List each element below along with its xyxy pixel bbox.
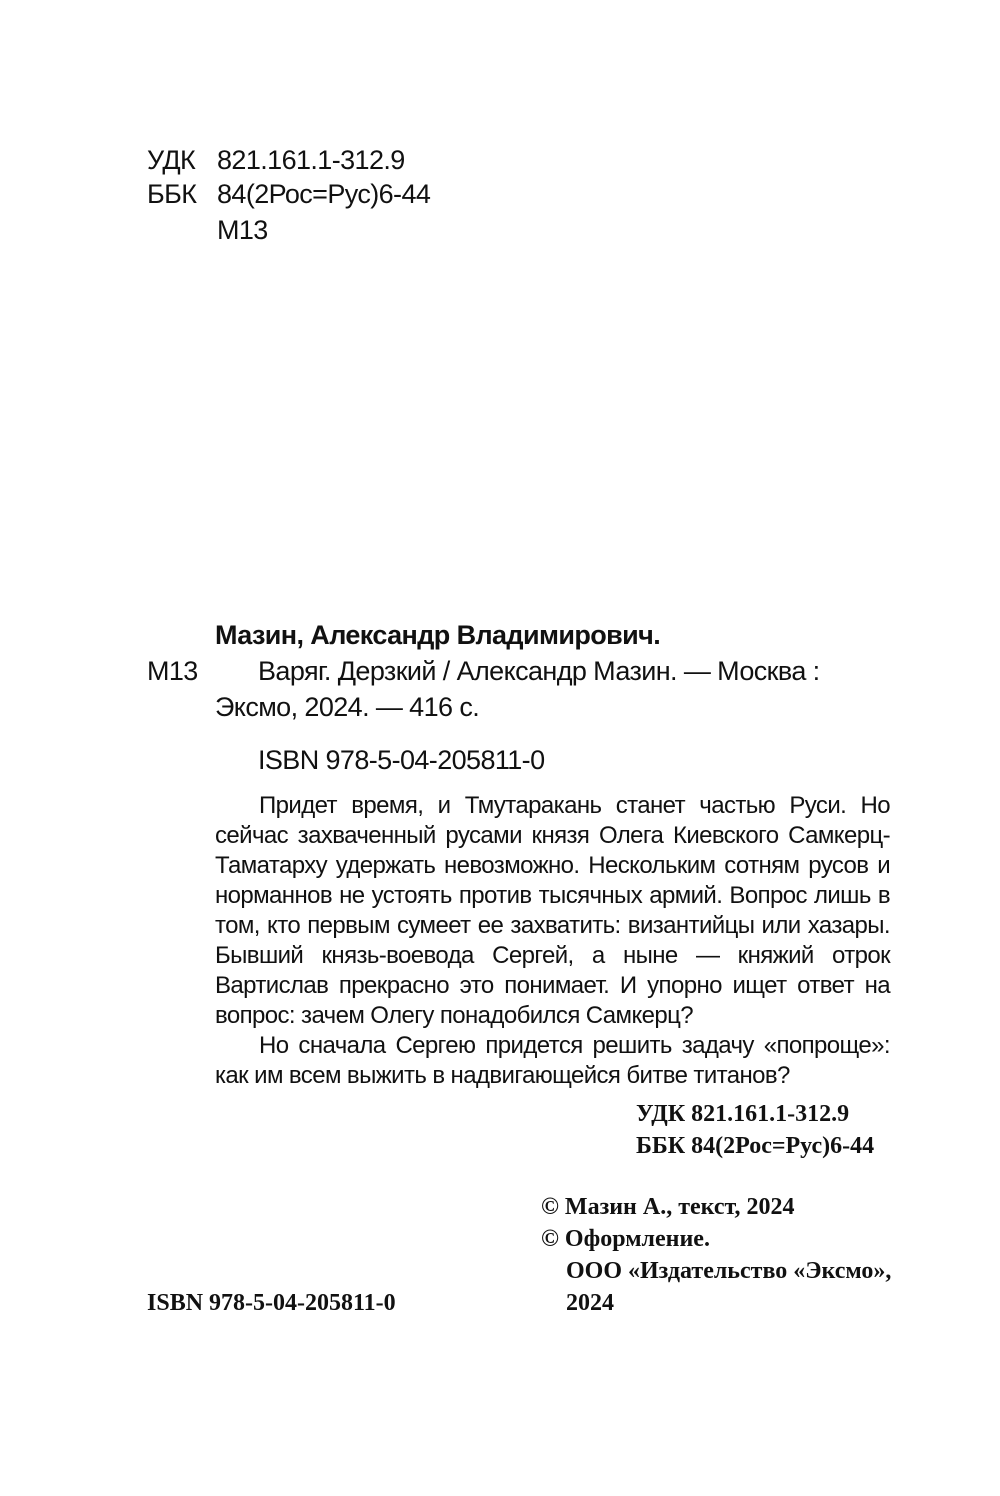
bbk-label: ББК	[147, 179, 197, 209]
author-mark-top: М13	[217, 215, 268, 245]
annotation-paragraph-2: Но сначала Сергею придется решить задачу «попроще»: как им всем выжить в надвигающейся битве титанов?	[215, 1032, 890, 1089]
title-line-1: Варяг. Дерзкий / Александр Мазин. — Москва :	[258, 656, 820, 686]
bbk-value: 84(2Рос=Рус)6-44	[217, 179, 431, 209]
copyright-year: 2024	[566, 1290, 614, 1316]
udk-bottom: УДК 821.161.1-312.9	[636, 1101, 850, 1127]
catalog-mark: М13	[147, 656, 198, 686]
bottom-isbn: ISBN 978-5-04-205811-0	[147, 1290, 396, 1316]
annotation	[215, 791, 890, 1091]
catalog-isbn: ISBN 978-5-04-205811-0	[258, 745, 545, 775]
udk-value: 821.161.1-312.9	[217, 145, 405, 175]
udk-label: УДК	[147, 145, 196, 175]
author-heading: Мазин, Александр Владимирович.	[215, 620, 661, 650]
title-line-2: Эксмо, 2024. — 416 с.	[215, 692, 480, 722]
copyright-text: © Мазин А., текст, 2024	[541, 1194, 795, 1220]
udk-top-line	[147, 141, 405, 179]
copyright-design: © Оформление.	[541, 1226, 710, 1252]
copyright-publisher: ООО «Издательство «Эксмо»,	[566, 1258, 892, 1284]
bbk-bottom: ББК 84(2Рос=Рус)6-44	[636, 1133, 875, 1159]
annotation-paragraph-1: Придет время, и Тмутаракань станет частью Руси. Но сейчас захваченный русами князя Олега Киевского Самкерц-Таматарху удержать невозможно. Нескольким сотням русов и норманнов не устоять против тысячных армий. Вопрос лишь в том, кто первым сумеет ее захватить: византийцы или хазары. Бывший князь-воевода Сергей, а ныне — княжий отрок Вартислав прекрасно это понимает. И упорно ищет ответ на вопрос: зачем Олегу понадобился Самкерц?	[215, 792, 890, 1029]
bbk-top-line	[147, 175, 430, 213]
